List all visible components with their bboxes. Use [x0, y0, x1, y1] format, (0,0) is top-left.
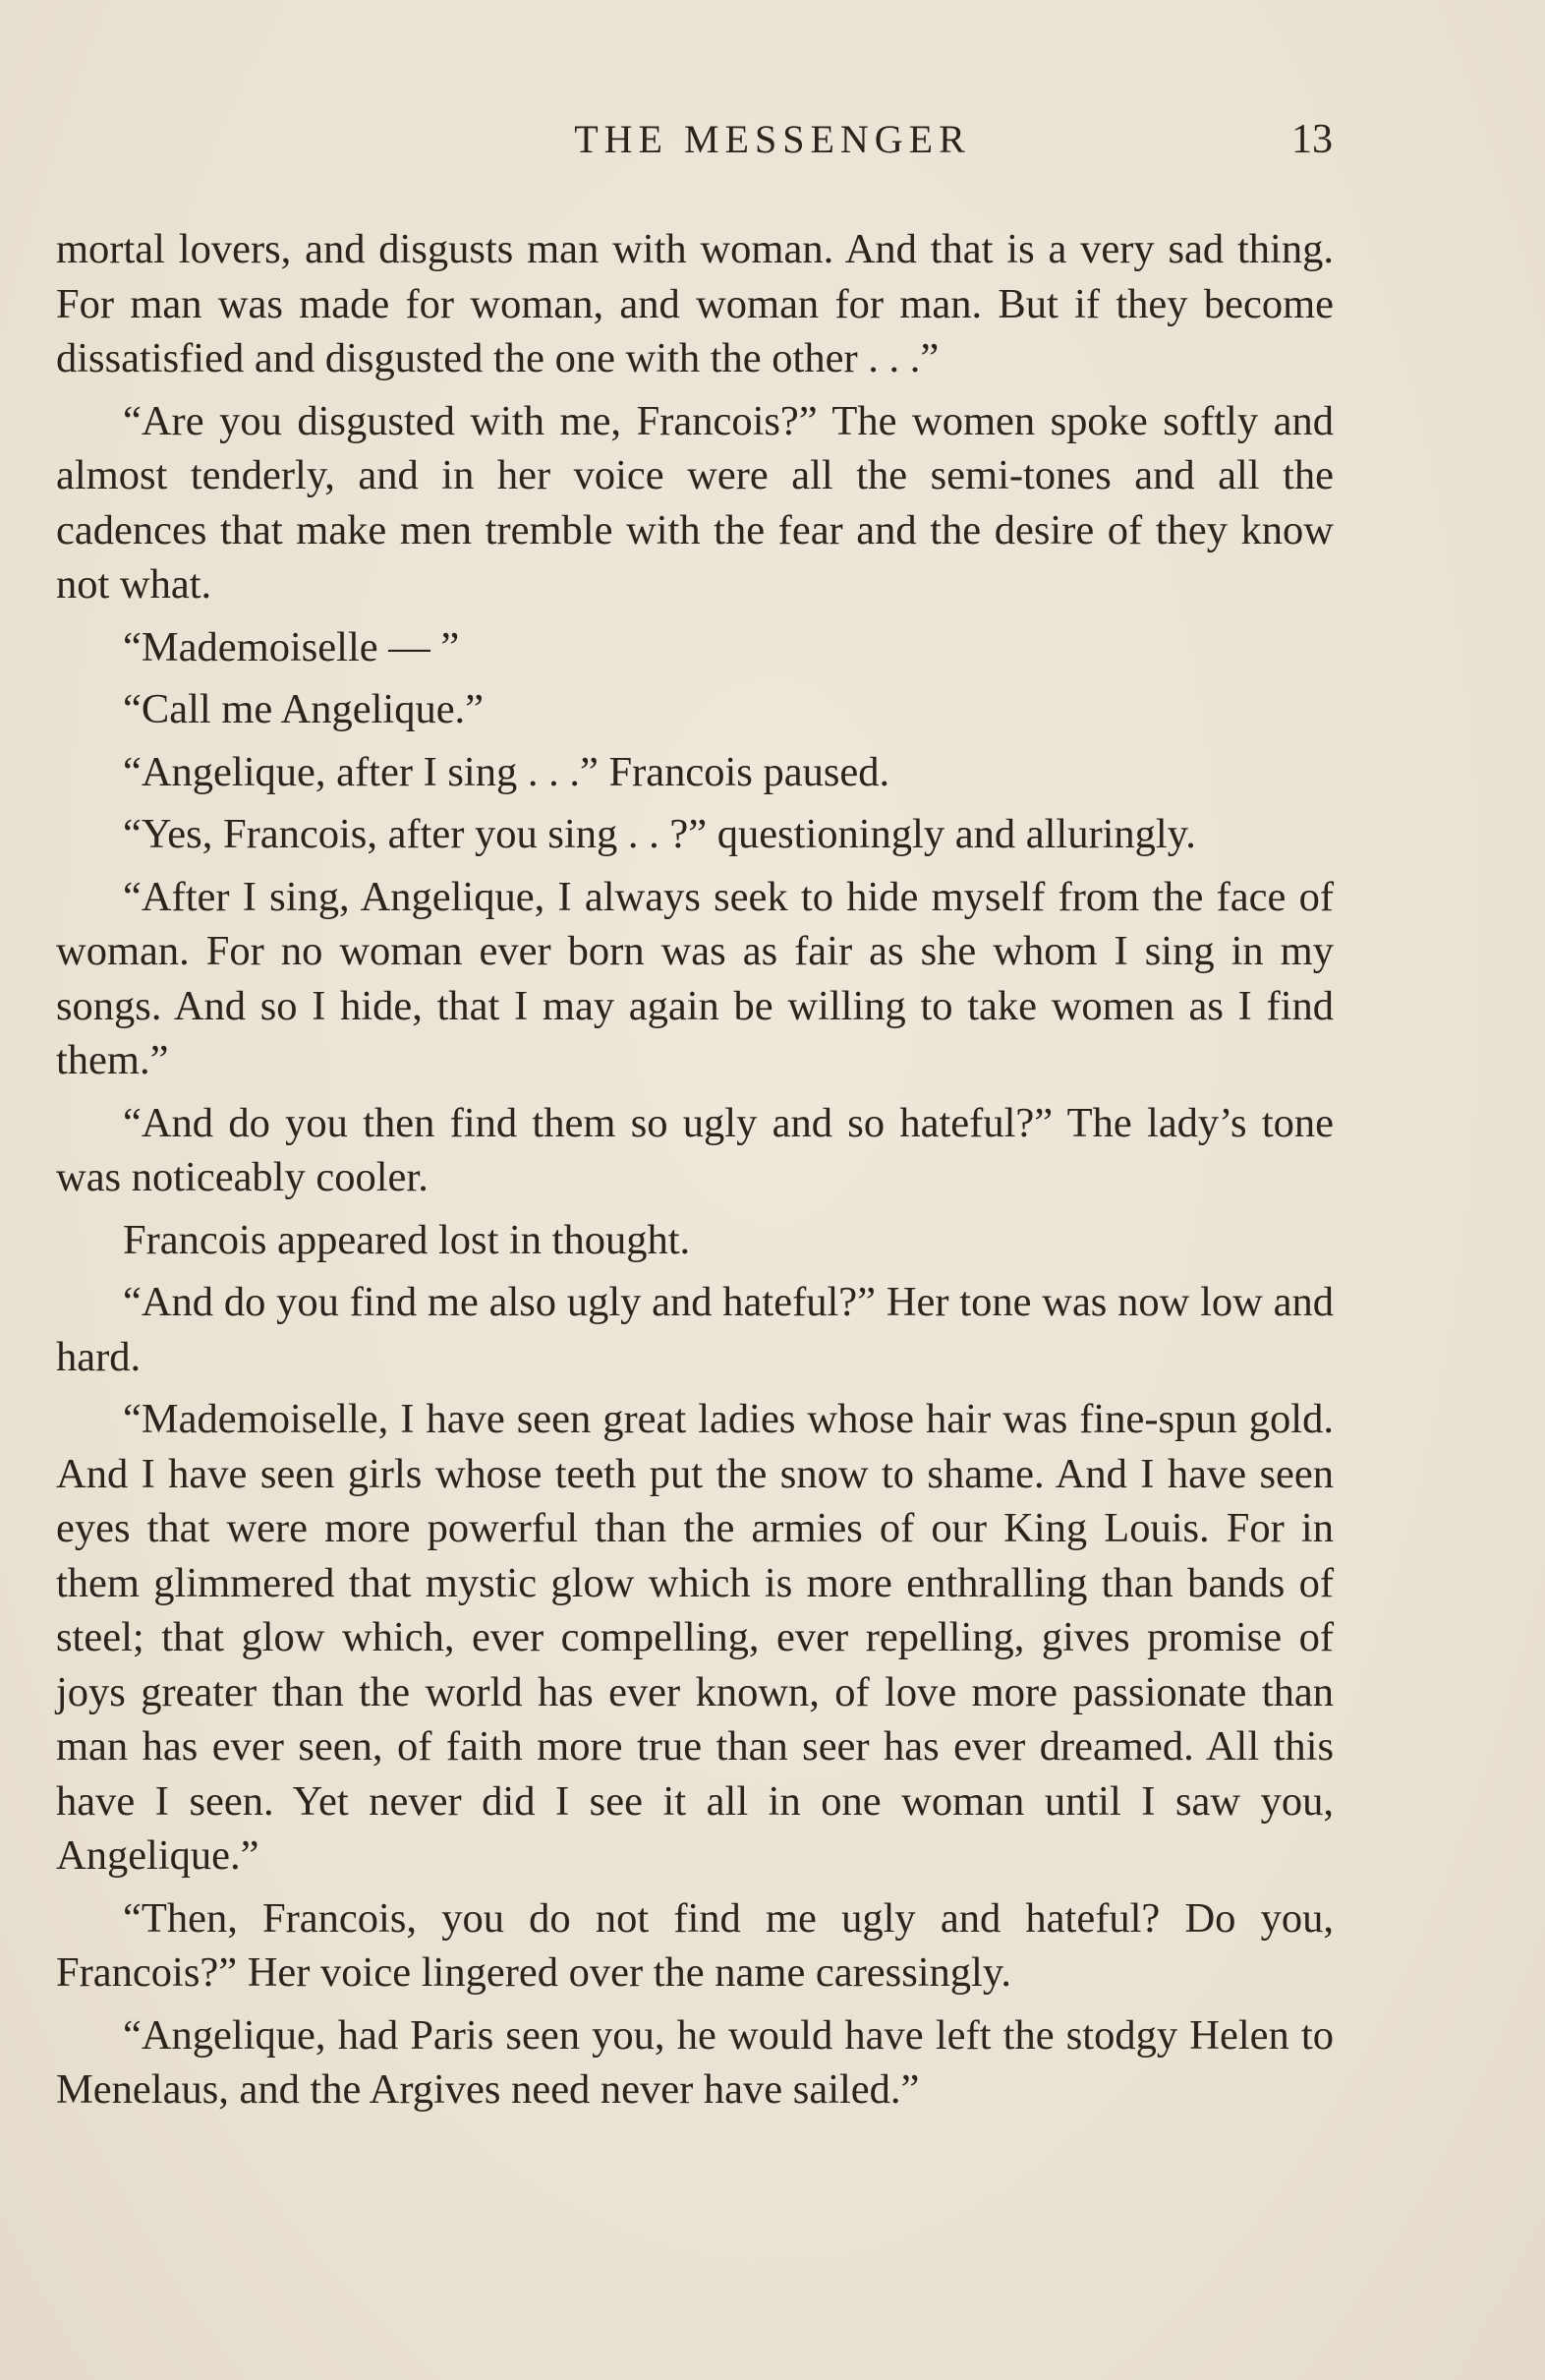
paragraph: “Yes, Francois, after you sing . . ?” questioningly and alluringly.	[123, 811, 1196, 857]
paragraph: “Mademoiselle — ”	[123, 623, 460, 670]
paragraph: “After I sing, Angelique, I always seek to hide myself from the face of woman. For no woman ever born was as fair as she whom I sing in my songs. And so I hide, that I may again be willing to take women as I find them.”	[56, 873, 1334, 1083]
page-number: 13	[1291, 117, 1333, 162]
paragraph: “Are you disgusted with me, Francois?” The women spoke softly and almost tenderly, and in her voice were all the semi-tones and all the cadences that make men tremble with the fear and the desire of they know not what.	[56, 397, 1334, 608]
paragraph: “Angelique, after I sing . . .” Francois paused.	[123, 748, 890, 795]
paragraph: “And do you then find them so ugly and so hateful?” The lady’s tone was noticeably cooler.	[56, 1099, 1334, 1200]
paragraph: “Then, Francois, you do not find me ugly and hateful? Do you, Francois?” Her voice lingered over the name caressingly.	[56, 1894, 1334, 1996]
paragraph: “And do you find me also ugly and hateful?” Her tone was now low and hard.	[56, 1279, 1334, 1380]
paragraph: “Mademoiselle, I have seen great ladies whose hair was fine-spun gold. And I have seen girls whose teeth put the snow to shame. And I have seen eyes that were more powerful than the armies of our King Louis. For in them glimmered that mystic glow which is more enthralling than bands of steel; that glow which, ever compelling, ever repelling, gives promise of joys greater than the world has ever known, of love more passionate than man has ever seen, of faith more true than seer has ever dreamed. All this have I seen. Yet never did I see it all in one woman until I saw you, Angelique.”	[56, 1396, 1334, 1879]
running-head	[0, 116, 1545, 175]
paragraph: mortal lovers, and disgusts man with woman. And that is a very sad thing. For man was made for woman, and woman for man. But if they become dissatisfied and disgusted the one with the other . . .”	[56, 226, 1334, 381]
paragraph: “Angelique, had Paris seen you, he would have left the stodgy Helen to Menelaus, and the Argives need never have sailed.”	[56, 2011, 1334, 2113]
body-text	[56, 222, 1334, 2125]
running-title: THE MESSENGER	[574, 117, 971, 161]
paragraph: Francois appeared lost in thought.	[123, 1216, 691, 1263]
paragraph: “Call me Angelique.”	[123, 686, 485, 732]
